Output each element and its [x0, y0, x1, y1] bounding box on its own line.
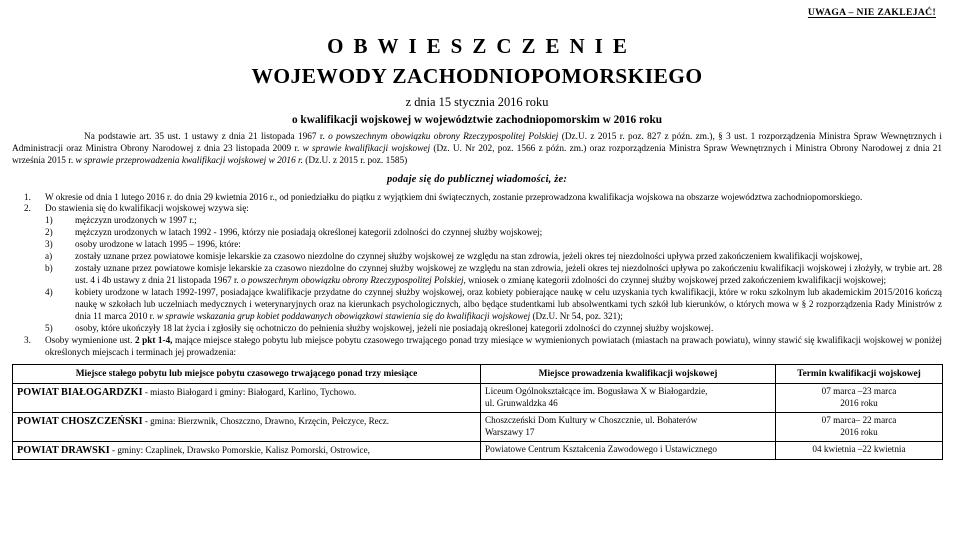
cell-location [481, 384, 776, 413]
table-header-location: Miejsce prowadzenia kwalifikacji wojskowej [481, 364, 776, 383]
location-line-1: Liceum Ogólnokształcące im. Bogusława X w Białogardzie, [485, 386, 708, 397]
sub-item-4 [45, 287, 942, 323]
top-notice-text: UWAGA – NIE ZAKLEJAĆ! [807, 7, 936, 18]
provision-3-marker: 3. [24, 334, 31, 345]
cell-date [776, 413, 943, 442]
provision-1-text: W okresie od dnia 1 lutego 2016 r. do dnia 29 kwietnia 2016 r., od poniedziałku do piątku z wyjątkiem dni świątecznych, zostanie przeprowadzona kwalifikacja wojskowa na obszarze województwa zachodniopomorskiego. [45, 191, 863, 202]
sub-item-a-text: zostały uznane przez powiatowe komisje lekarskie za czasowo niezdolne do czynnej służby wojskowej ze względu na stan zdrowia, jeżeli okres tej niezdolności upływa przed zakończeniem kwalifikacji wojskowej, [75, 251, 863, 262]
location-line-1: Choszczeński Dom Kultury w Choszcznie, ul. Bohaterów [485, 415, 698, 425]
sub-item-2-marker: 2) [45, 227, 53, 238]
provisions-list [12, 192, 942, 359]
sub-item-a [45, 251, 942, 263]
sub-item-3-text: osoby urodzone w latach 1995 – 1996, które: [75, 239, 241, 250]
location-line-1: Powiatowe Centrum Kształcenia Zawodowego i Ustawicznego [485, 443, 717, 454]
sub-item-5 [45, 323, 942, 335]
legal-basis-part-3: (Dz. U. Nr 202, poz. 1566 z późn. zm.) oraz rozporządzenia Ministra Spraw Wewnętrznych i Ministra Obrony Narodowej z dnia 21 września 2015 r. [12, 144, 942, 167]
powiat-gminy: - gminy: Czaplinek, Drawsko Pomorskie, Kalisz Pomorski, Ostrowice, [109, 444, 370, 455]
document-title-main: OBWIESZCZENIE [327, 34, 637, 58]
top-notice [12, 4, 942, 24]
cell-residence [13, 413, 481, 442]
document-subject: o kwalifikacji wojskowej w województwie zachodniopomorskim w 2016 roku [291, 114, 663, 126]
table-header-row [13, 364, 943, 383]
sub-item-5-marker: 5) [45, 323, 53, 334]
legal-basis-part-1: Na podstawie art. 35 ust. 1 ustawy z dnia 21 listopada 1967 r. [84, 131, 329, 142]
location-line-2: ul. Grunwaldzka 46 [485, 398, 558, 409]
cell-residence [13, 441, 481, 459]
sub-item-4-text-italic: w sprawie wskazania grup kobiet poddawanych obowiązkowi stawienia się do kwalifikacji wojskowej [156, 311, 531, 322]
provision-3-text-bold: 2 pkt 1-4, [135, 334, 173, 345]
provision-2-text: Do stawienia się do kwalifikacji wojskowej wzywa się: [45, 203, 249, 214]
sub-item-4-text-a: kobiety urodzone w latach 1992-1997, posiadające kwalifikacje przydatne do czynnej służby wojskowej, oraz kobiety pobierające naukę w celu uzyskania tych kwalifikacji, które w roku szkolnym lub akademickim 2015/2016 kończą naukę w szkołach lub uczelniach medycznych i weterynaryjnych oraz na kierunkach psychologicznych, albo będące studentkami lub absolwentkami tych szkół lub kierunków, o których mowa w § 2 rozporządzenia Rady Ministrów z dnia 11 marca 2010 r. [75, 287, 942, 322]
legal-basis-italic-3: w sprawie przeprowadzenia kwalifikacji wojskowej w 2016 r. [75, 156, 303, 167]
cell-date [776, 384, 943, 413]
legal-basis-italic-2: w sprawie kwalifikacji wojskowej [302, 144, 431, 155]
powiat-name: POWIAT BIAŁOGARDZKI [17, 387, 143, 399]
powiat-name: POWIAT DRAWSKI [17, 444, 110, 456]
provision-item-2 [12, 203, 942, 334]
date-line-1: 04 kwietnia –22 kwietnia [812, 443, 906, 454]
provision-1-marker: 1. [24, 191, 31, 202]
provision-2-sublist [45, 215, 942, 335]
sub-item-4-text-b: (Dz.U. Nr 54, poz. 321); [530, 311, 623, 322]
document-title-authority: WOJEWODY ZACHODNIOPOMORSKIEGO [251, 64, 703, 89]
provision-3-text-a: Osoby wymienione ust. [45, 334, 135, 345]
powiat-gminy: - miasto Białogard i gminy: Białogard, Karlino, Tychowo. [142, 387, 357, 398]
provision-3-text-c: mające miejsce stałego pobytu lub miejsce pobytu czasowego trwającego ponad trzy miesiące w wymienionych powiatach (miastach na prawach powiatu), winny stawić się kwalifikacji wojskowej w poniżej określonych miejscach i terminach jej prowadzenia: [45, 334, 942, 357]
sub-item-2 [45, 227, 942, 239]
table-row [13, 441, 943, 459]
sub-item-b-text-italic: o powszechnym obowiązku obrony Rzeczypospolitej Polskiej, [241, 275, 466, 286]
date-line-2: 2016 roku [840, 398, 878, 409]
date-line-2: 2016 roku [840, 426, 878, 437]
sub-item-b-text-b: wniosek o zmianę kategorii zdolności do czynnej służby wojskowej przed zakończeniem kwalifikacji wojskowej; [465, 275, 887, 286]
table-header-residence: Miejsce stałego pobytu lub miejsce pobytu czasowego trwającego ponad trzy miesiące [13, 364, 481, 383]
provision-2-marker: 2. [24, 203, 31, 214]
cell-residence [13, 384, 481, 413]
provision-item-3 [12, 335, 942, 359]
provision-item-1 [12, 192, 942, 204]
location-line-2: Warszawy 17 [485, 426, 535, 437]
cell-location [481, 413, 776, 442]
sub-item-3 [45, 239, 942, 251]
sub-item-1-text: mężczyzn urodzonych w 1997 r.; [75, 215, 197, 226]
legal-basis-paragraph [12, 131, 942, 167]
sub-item-4-marker: 4) [45, 287, 53, 298]
sub-item-1 [45, 215, 942, 227]
title-block [12, 35, 942, 127]
legal-basis-part-2: (Dz.U. z 2015 r. poz. 827 z późn. zm.), § 3 ust. 1 rozporządzenia Ministra Spraw Wewnętrznych i Administracji oraz Ministra Obrony Narodowej z dnia 23 listopada 2009 r. [12, 131, 942, 155]
powiat-gminy: - gmina: Bierzwnik, Choszczno, Drawno, Krzęcin, Pełczyce, Recz. [142, 416, 390, 426]
legal-basis-italic-1: o powszechnym obowiązku obrony Rzeczypospolitej Polskiej [328, 131, 559, 142]
sub-item-2-text: mężczyzn urodzonych w latach 1992 - 1996, którzy nie posiadają określonej kategorii zdolności do czynnej służby wojskowej; [75, 227, 543, 238]
sub-item-a-marker: a) [45, 251, 53, 262]
table-row [13, 413, 943, 442]
sub-item-b [45, 263, 942, 287]
table-header-date: Termin kwalifikacji wojskowej [776, 364, 943, 383]
cell-date [776, 441, 943, 459]
legal-basis-part-4: (Dz.U. z 2015 r. poz. 1585) [302, 156, 408, 167]
sub-item-b-text-a: zostały uznane przez powiatowe komisje lekarskie za czasowo niezdolne do czynnej służby wojskowej ze względu na stan zdrowia, jeżeli okres tej niezdolności upływa po zakończeniu kwalifikacji wojskowej i złożyły, w trybie art. 28 ust. 4 i 4b ustawy z dnia 21 listopada 1967 r. [75, 263, 942, 286]
publish-statement: podaje się do publicznej wiadomości, że: [386, 174, 567, 186]
powiat-name: POWIAT CHOSZCZEŃSKI [17, 416, 143, 427]
document-date: z dnia 15 stycznia 2016 roku [405, 94, 549, 109]
sub-item-1-marker: 1) [45, 215, 53, 226]
sub-item-3-marker: 3) [45, 239, 53, 250]
sub-item-b-marker: b) [45, 263, 53, 274]
table-row [13, 384, 943, 413]
qualification-locations-table [12, 364, 943, 460]
sub-item-5-text: osoby, które ukończyły 18 lat życia i zgłosiły się ochotniczo do pełnienia służby wojskowej, jeżeli nie posiadają określonej kategorii zdolności do czynnej służby wojskowej. [75, 323, 714, 334]
date-line-1: 07 marca– 22 marca [821, 415, 897, 425]
date-line-1: 07 marca –23 marca [821, 386, 897, 397]
cell-location [481, 441, 776, 459]
